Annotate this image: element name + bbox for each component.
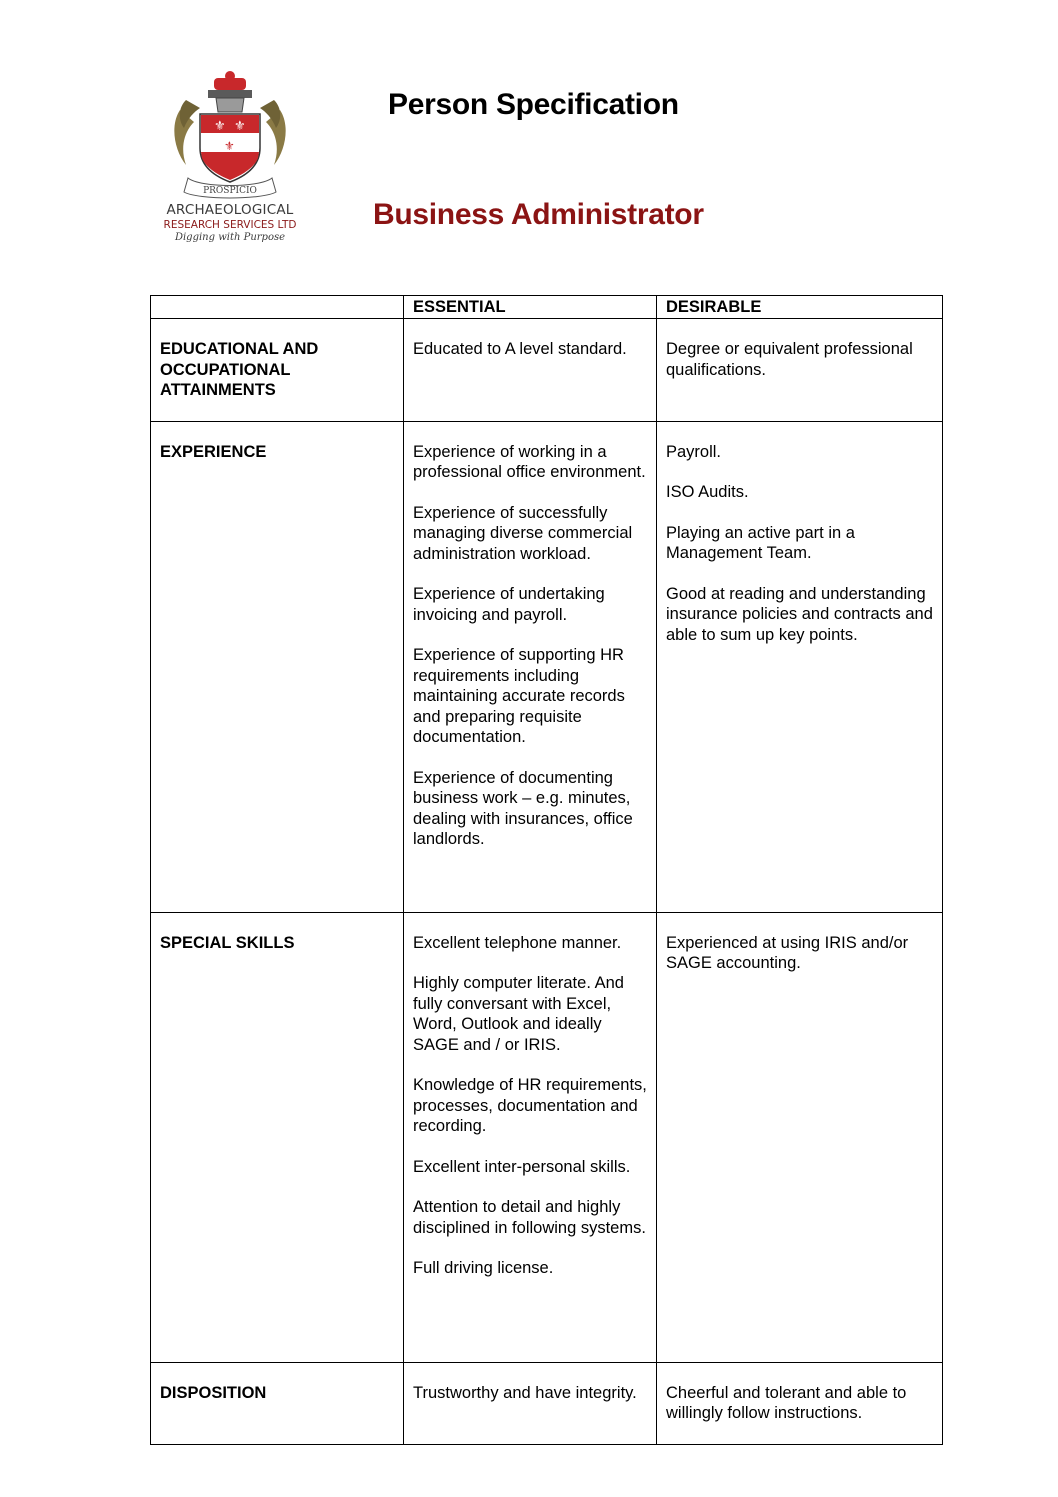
essential-item: Experience of documenting business work – e.g. minutes, dealing with insurances, office landlords. — [413, 768, 633, 848]
job-title: Business Administrator — [373, 198, 704, 231]
essential-item: Excellent inter-personal skills. — [413, 1157, 631, 1176]
essential-cell — [404, 912, 657, 1362]
criteria-label: EXPERIENCE — [151, 421, 404, 912]
essential-item: Educated to A level standard. — [413, 340, 627, 358]
svg-text:⚜: ⚜ — [234, 119, 246, 134]
company-logo — [150, 70, 310, 255]
essential-item: Full driving license. — [413, 1259, 554, 1277]
criteria-label: SPECIAL SKILLS — [151, 912, 404, 1362]
table-row — [151, 912, 943, 1362]
essential-item: Attention to detail and highly disciplined in following systems. — [413, 1198, 646, 1237]
svg-text:⚜: ⚜ — [224, 139, 235, 153]
column-header-essential: ESSENTIAL — [404, 296, 657, 319]
logo-org-line2: RESEARCH SERVICES LTD — [163, 218, 297, 231]
desirable-item: Payroll. — [666, 442, 722, 461]
logo-tagline: Digging with Purpose — [174, 232, 286, 243]
essential-item: Trustworthy and have integrity. — [413, 1383, 637, 1402]
essential-cell — [404, 1362, 657, 1444]
essential-item: Knowledge of HR requirements, processes, documentation and recording. — [413, 1076, 647, 1135]
essential-cell — [404, 319, 657, 422]
logo-org-line1: ARCHAEOLOGICAL — [166, 202, 294, 218]
page-title: Person Specification — [388, 88, 679, 121]
essential-item: Highly computer literate. And fully conversant with Excel, Word, Outlook and ideally SAGE and / or IRIS. — [413, 974, 624, 1054]
desirable-cell — [657, 912, 943, 1362]
person-spec-table — [150, 295, 943, 1445]
essential-item: Experience of successfully managing diverse commercial administration workload. — [413, 503, 633, 563]
table-row — [151, 319, 943, 422]
table-body — [151, 319, 943, 1445]
column-header-criteria — [151, 296, 404, 319]
desirable-item: Cheerful and tolerant and able to willingly follow instructions. — [666, 1383, 907, 1422]
desirable-item: Good at reading and understanding insurance policies and contracts and able to sum up key points. — [666, 584, 933, 644]
desirable-item: Playing an active part in a Management Team. — [666, 523, 855, 562]
desirable-cell — [657, 421, 943, 912]
logo-wordmark — [150, 204, 310, 243]
desirable-cell — [657, 319, 943, 422]
essential-item: Experience of working in a professional office environment. — [413, 442, 646, 481]
coat-of-arms-icon — [170, 70, 290, 200]
svg-text:PROSPICIO: PROSPICIO — [203, 186, 257, 196]
criteria-label: DISPOSITION — [151, 1362, 404, 1444]
essential-item: Experience of undertaking invoicing and payroll. — [413, 585, 605, 624]
table-row — [151, 1362, 943, 1444]
desirable-item: Degree or equivalent professional qualifications. — [666, 340, 913, 379]
essential-item: Excellent telephone manner. — [413, 933, 622, 952]
essential-cell — [404, 421, 657, 912]
desirable-item: Experienced at using IRIS and/or SAGE accounting. — [666, 933, 909, 972]
desirable-item: ISO Audits. — [666, 483, 749, 501]
criteria-label: EDUCATIONAL AND OCCUPATIONAL ATTAINMENTS — [151, 319, 404, 422]
desirable-cell — [657, 1362, 943, 1444]
column-header-desirable: DESIRABLE — [657, 296, 943, 319]
table-header-row — [151, 296, 943, 319]
essential-item: Experience of supporting HR requirements including maintaining accurate records and preparing requisite documentation. — [413, 646, 625, 746]
table-row — [151, 421, 943, 912]
svg-text:⚜: ⚜ — [214, 119, 226, 134]
